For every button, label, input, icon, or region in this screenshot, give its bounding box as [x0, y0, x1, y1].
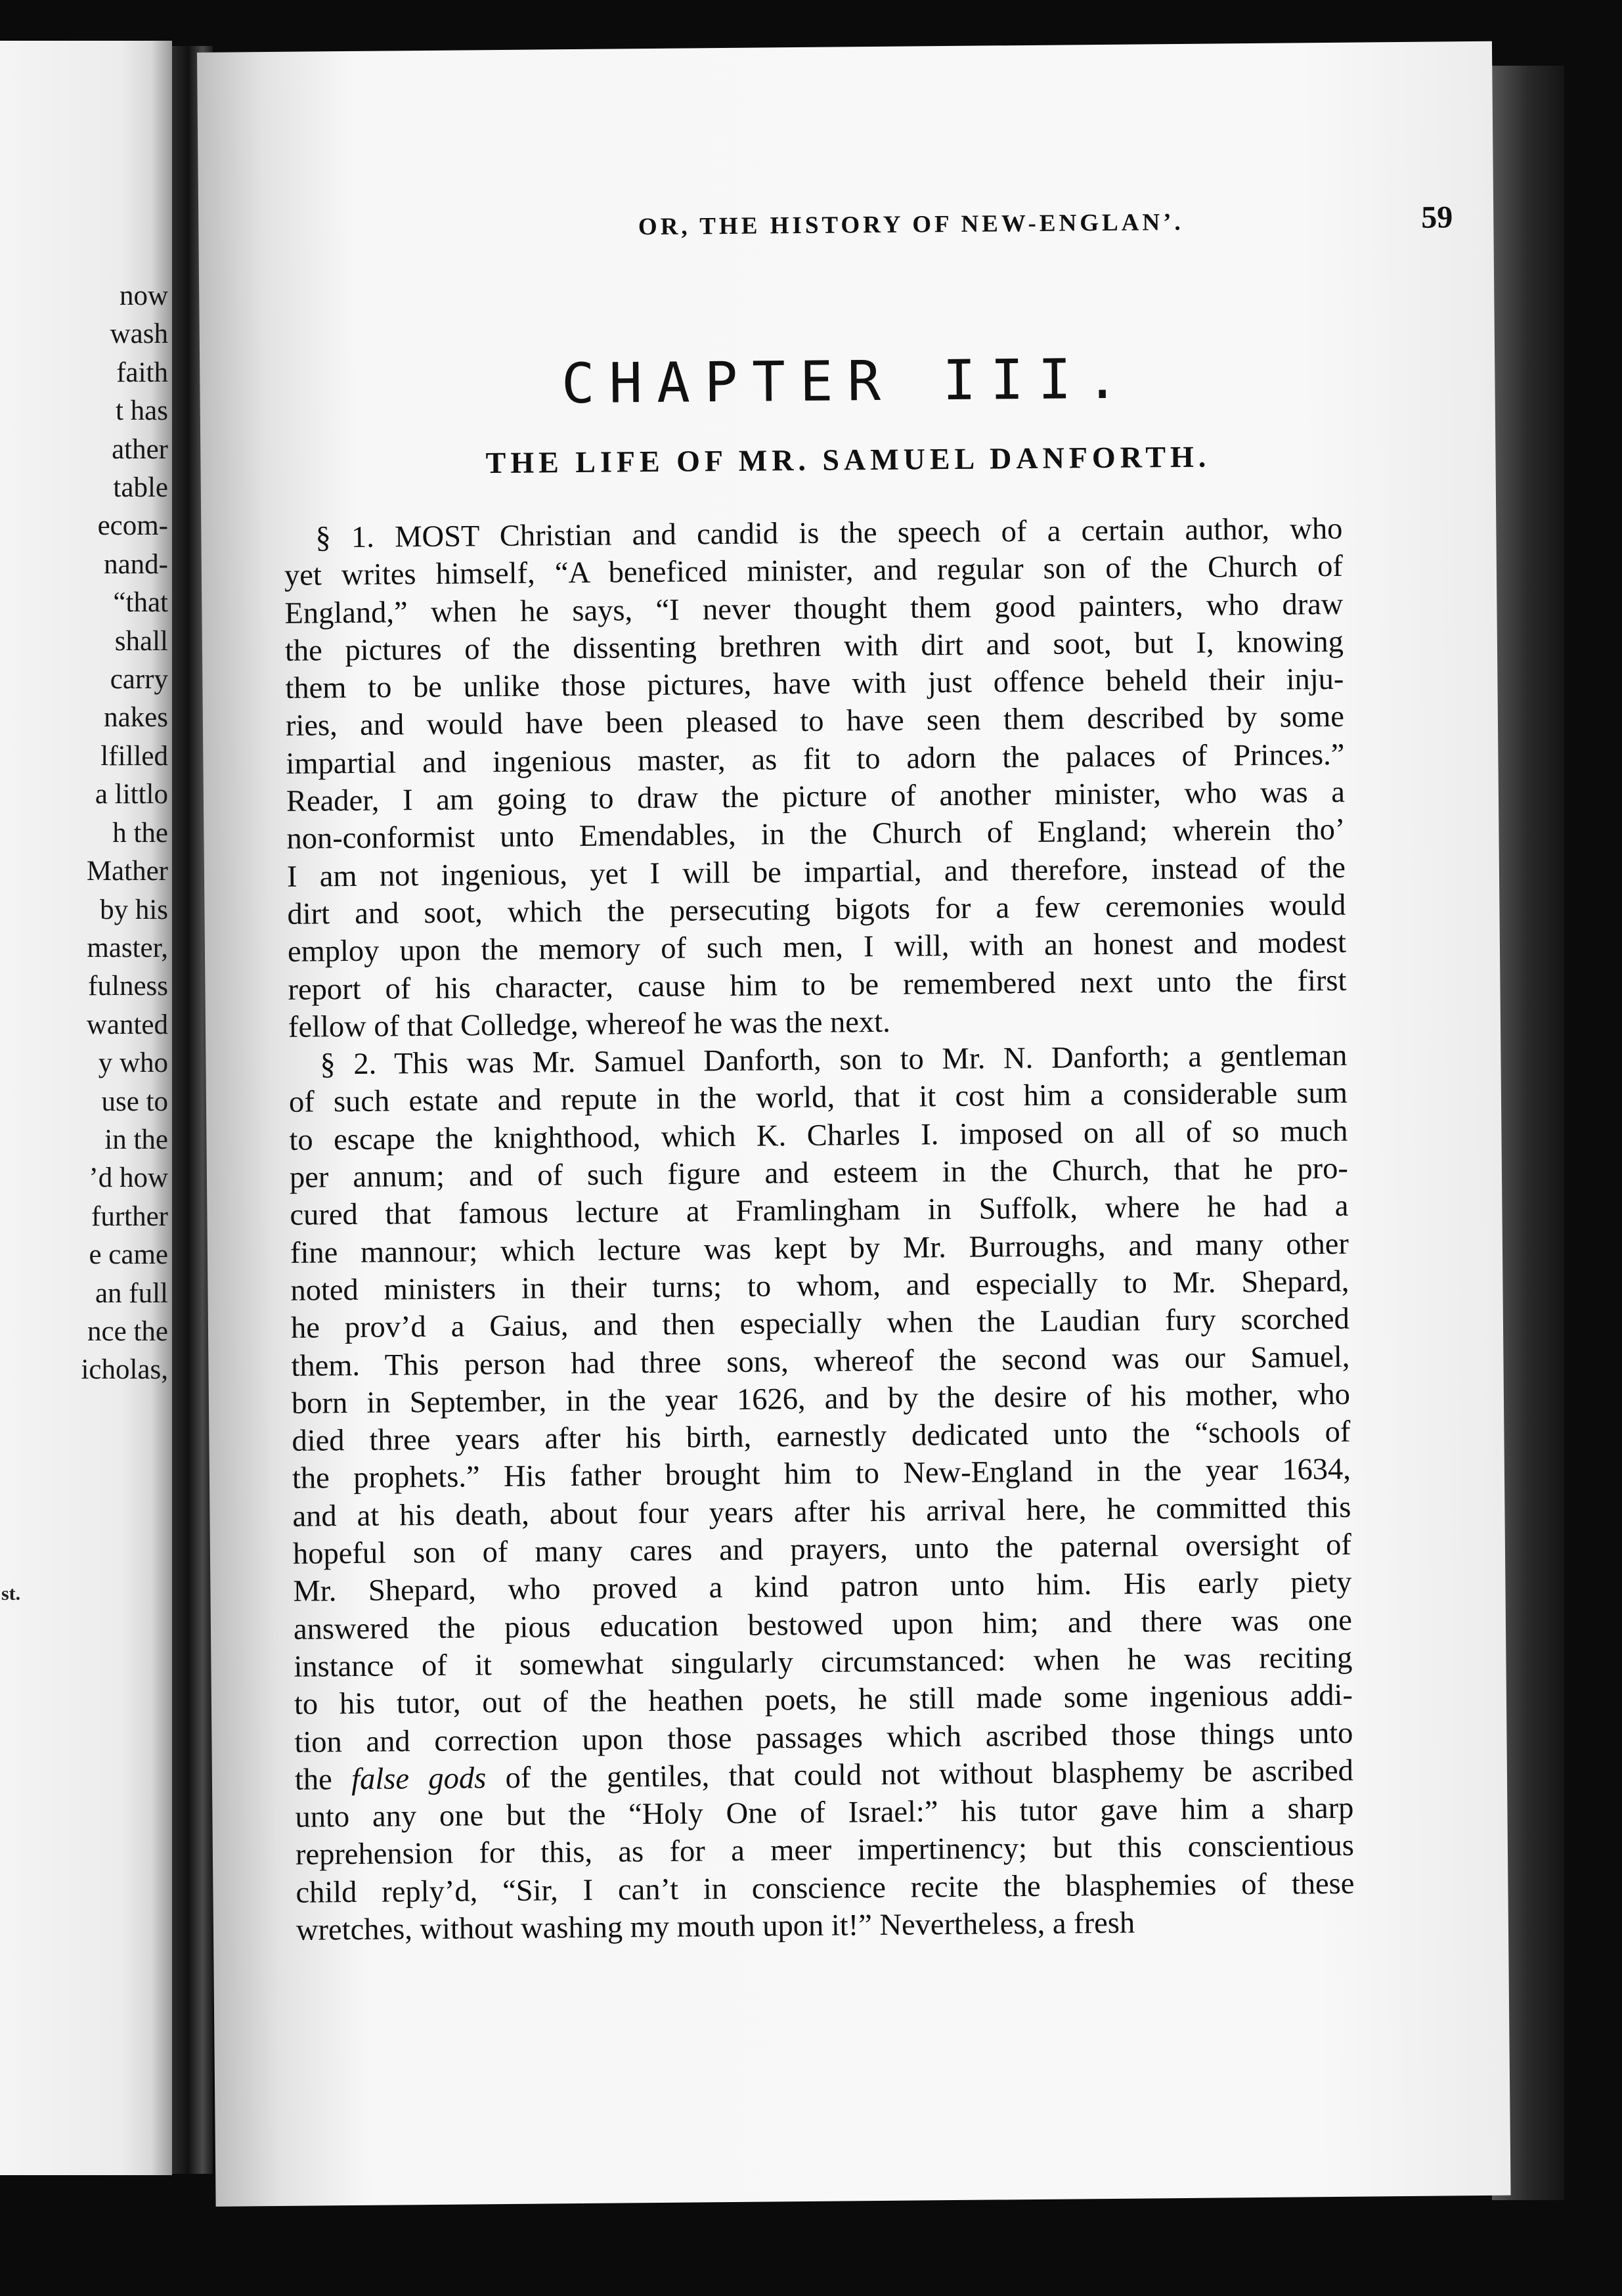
text-line: answered the pious education bestowed upon him; and there was one: [293, 1603, 1353, 1646]
previous-page-line: in the: [104, 1124, 168, 1155]
previous-page-line: wash: [110, 319, 168, 350]
previous-page-line: shall: [114, 625, 168, 657]
previous-page-line: further: [91, 1201, 168, 1232]
text-line: of such estate and repute in the world, that it cost him a considerable sum: [288, 1076, 1348, 1120]
text-line: ries, and would have been pleased to have seen them described by some: [285, 700, 1345, 743]
text-line: Mr. Shepard, who proved a kind patron unto him. His early piety: [293, 1566, 1352, 1609]
text-line: fellow of that Colledge, whereof he was the next.: [288, 1005, 890, 1044]
previous-page-line: ’d how: [89, 1162, 168, 1194]
previous-page-line: h the: [112, 817, 168, 849]
text-line: born in September, in the year 1626, and by the desire of his mother, who: [291, 1377, 1351, 1421]
text-line: England,” when he says, “I never thought them good painters, who draw: [284, 587, 1344, 630]
text-line: non-conformist unto Emendables, in the Church of England; wherein tho’: [286, 813, 1346, 856]
paragraph-1: [284, 510, 1347, 1046]
text-line: he prov’d a Gaius, and then especially when the Laudian fury scorched: [290, 1302, 1350, 1346]
previous-page-line: y who: [98, 1048, 168, 1079]
previous-page-line: fulness: [88, 971, 168, 1002]
previous-page-footnote: st.: [1, 1583, 21, 1604]
paragraph-2: [288, 1037, 1355, 1949]
previous-page-line: carry: [110, 664, 168, 695]
previous-page-line: master,: [87, 932, 168, 963]
previous-page-line: use to: [101, 1086, 168, 1117]
previous-page-line: faith: [116, 357, 168, 388]
previous-page-line: an full: [95, 1277, 168, 1309]
text-line: unto any one but the “Holy One of Israel:” his tutor gave him a sharp: [295, 1791, 1354, 1834]
text-line: I am not ingenious, yet I will be impartial, and therefore, instead of the: [286, 850, 1346, 894]
text-line: the pictures of the dissenting brethren with dirt and soot, but I, knowing: [284, 625, 1344, 668]
book-page: [197, 41, 1511, 2207]
text-line: and at his death, about four years after his arrival here, he committed this: [292, 1490, 1351, 1534]
text-line: hopeful son of many cares and prayers, unto the paternal oversight of: [292, 1528, 1352, 1571]
text-line: cured that famous lecture at Framlingham in Suffolk, where he had a: [290, 1189, 1349, 1233]
text-line: them to be unlike those pictures, have with just offence beheld their inju-: [285, 662, 1344, 706]
previous-page-line: lfilled: [100, 740, 168, 772]
chapter-subtitle: THE LIFE OF MR. SAMUEL DANFORTH.: [485, 439, 1211, 480]
text-line: report of his character, cause him to be remembered next unto the first: [288, 963, 1347, 1007]
previous-page: [0, 41, 172, 2175]
text-line: per annum; and of such figure and esteem in the Church, that he pro-: [289, 1151, 1349, 1195]
text-line: the false gods of the gentiles, that could not without blasphemy be ascribed: [294, 1754, 1354, 1797]
previous-page-line: nand-: [104, 548, 168, 580]
previous-page-line: ecom-: [97, 510, 168, 542]
text-line: impartial and ingenious master, as fit to adorn the palaces of Princes.”: [286, 738, 1345, 781]
text-line: fine mannour; which lecture was kept by Mr. Burroughs, and many other: [290, 1227, 1349, 1270]
running-head: OR, THE HISTORY OF NEW-ENGLAN’.: [638, 208, 1184, 241]
text-line: dirt and soot, which the persecuting bigots for a few ceremonies would: [287, 888, 1346, 931]
previous-page-line: a littlo: [95, 779, 168, 810]
text-line: Reader, I am going to draw the picture of another minister, who was a: [286, 775, 1346, 818]
text-line: wretches, without washing my mouth upon it!” Nevertheless, a fresh: [296, 1906, 1135, 1947]
previous-page-line: wanted: [86, 1009, 168, 1040]
text-line: to his tutor, out of the heathen poets, he still made some ingenious addi-: [294, 1678, 1353, 1722]
previous-page-line: by his: [100, 894, 168, 925]
previous-page-text: [81, 277, 168, 1390]
text-line: died three years after his birth, earnestly dedicated unto the “schools of: [292, 1415, 1351, 1458]
previous-page-line: e came: [89, 1239, 168, 1271]
previous-page-line: “that: [113, 587, 168, 619]
chapter-title: CHAPTER III.: [561, 346, 1134, 416]
previous-page-line: nakes: [104, 702, 168, 734]
previous-page-line: ather: [112, 433, 168, 465]
previous-page-line: t has: [115, 395, 168, 427]
text-line: tion and correction upon those passages which ascribed those things unto: [294, 1716, 1353, 1759]
text-line: to escape the knighthood, which K. Charles I. imposed on all of so much: [289, 1114, 1348, 1157]
text-line: them. This person had three sons, whereof the second was our Samuel,: [291, 1340, 1350, 1383]
previous-page-line: Mather: [86, 856, 168, 887]
text-line: employ upon the memory of such men, I will, with an honest and modest: [287, 926, 1347, 969]
body-text: [284, 510, 1355, 1949]
text-line: § 1. MOST Christian and candid is the speech of a certain author, who: [315, 512, 1343, 555]
previous-page-line: table: [113, 472, 168, 504]
previous-page-line: now: [119, 280, 168, 311]
text-line: noted ministers in their turns; to whom, and especially to Mr. Shepard,: [290, 1264, 1349, 1308]
previous-page-line: nce the: [87, 1315, 168, 1347]
text-line: yet writes himself, “A beneficed minister, and regular son of the Church of: [284, 550, 1344, 593]
text-line: child reply’d, “Sir, I can’t in conscience recite the blasphemies of these: [296, 1866, 1355, 1910]
previous-page-line: icholas,: [81, 1354, 168, 1386]
text-line: reprehension for this, as for a meer impertinency; but this conscientious: [295, 1829, 1355, 1872]
text-line: instance of it somewhat singularly circumstanced: when he was reciting: [294, 1641, 1353, 1684]
text-line: the prophets.” His father brought him to New-England in the year 1634,: [292, 1453, 1351, 1496]
text-line: § 2. This was Mr. Samuel Danforth, son to Mr. N. Danforth; a gentleman: [320, 1038, 1348, 1082]
page-number: 59: [1421, 200, 1453, 235]
